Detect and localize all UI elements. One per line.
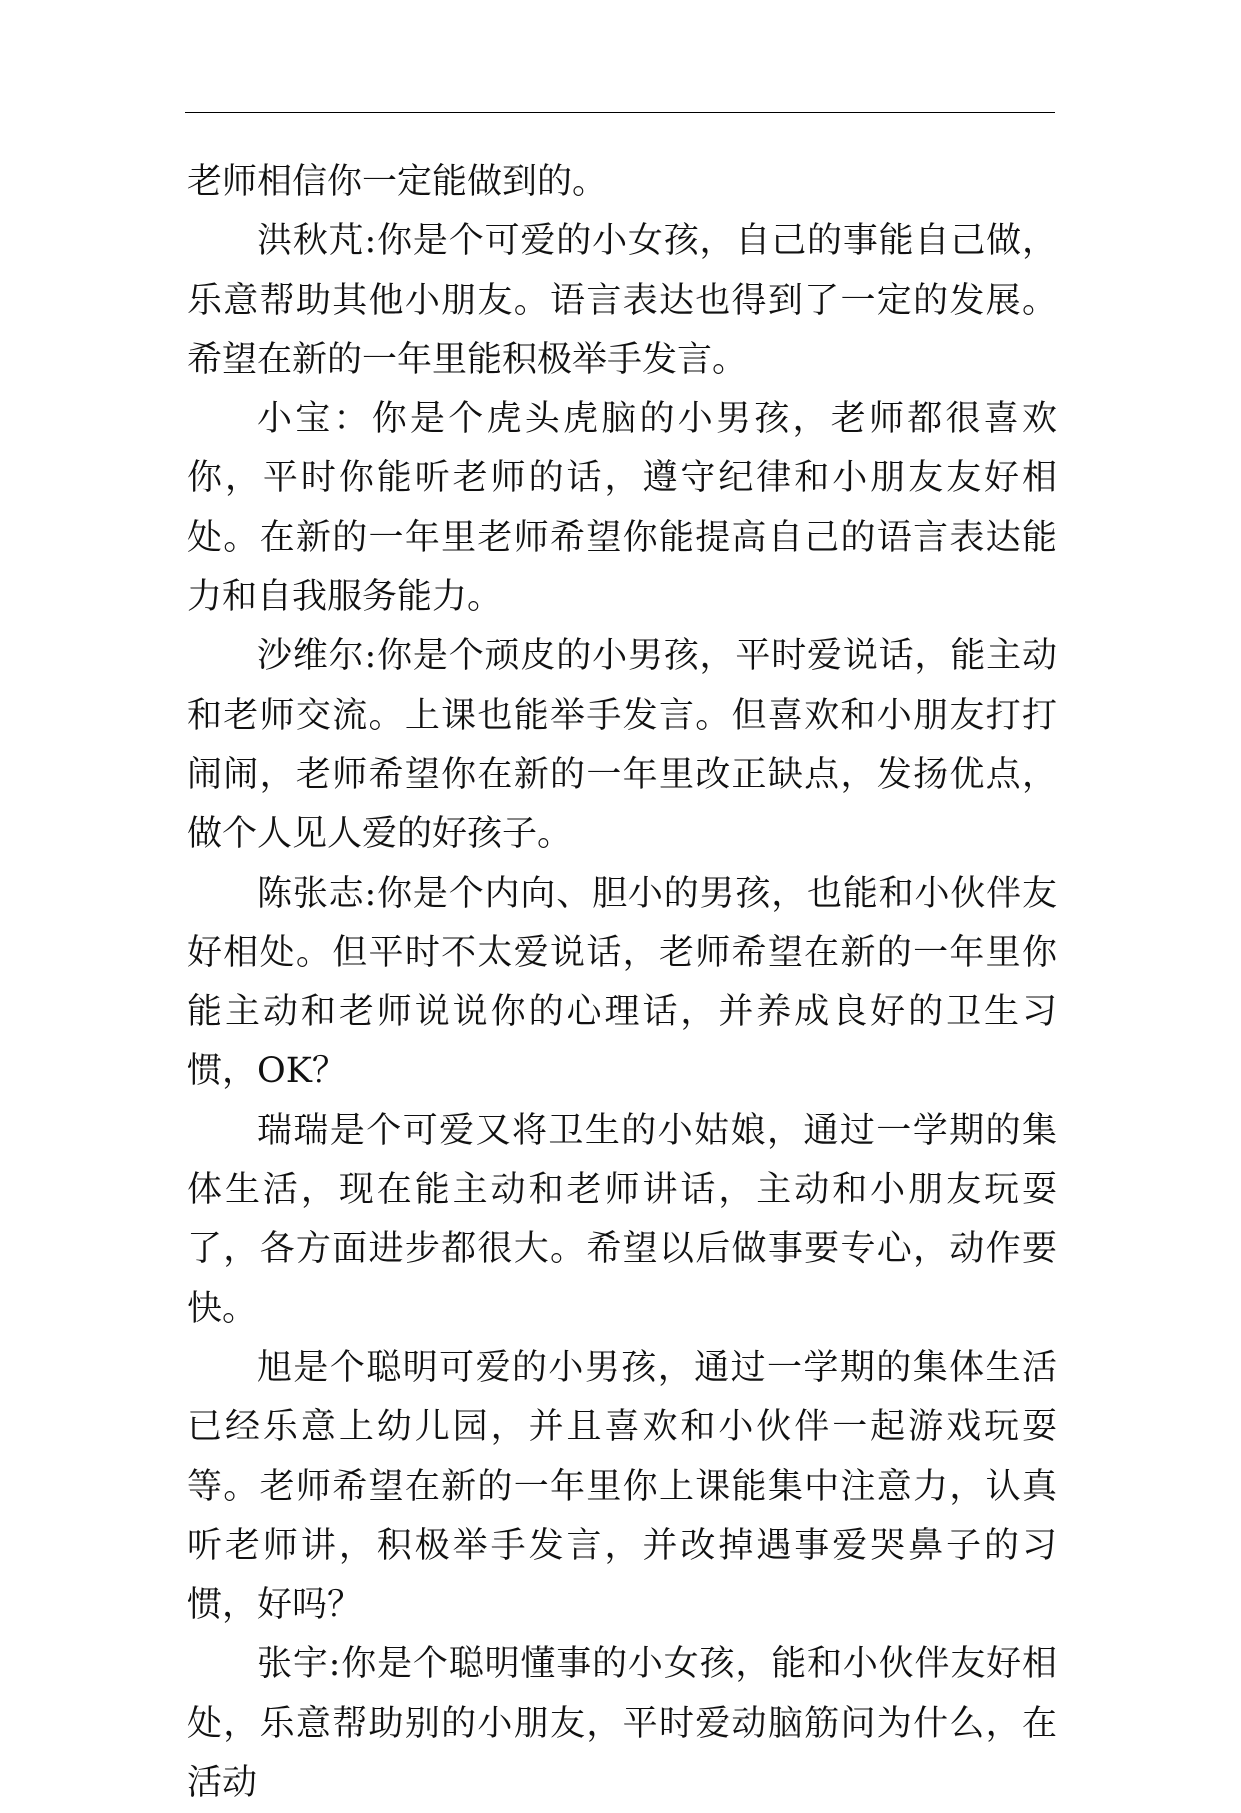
paragraph-comment: 张宇:你是个聪明懂事的小女孩，能和小伙伴友好相处，乐意帮助别的小朋友，平时爱动脑筋问为什么，在活动 bbox=[187, 1644, 1057, 1804]
document-body bbox=[187, 153, 1057, 1813]
header-rule bbox=[185, 112, 1055, 113]
paragraph-comment: 小宝：你是个虎头虎脑的小男孩，老师都很喜欢你，平时你能听老师的话，遵守纪律和小朋友友好相处。在新的一年里老师希望你能提高自己的语言表达能力和自我服务能力。 bbox=[187, 399, 1057, 618]
paragraph-comment: 洪秋芃:你是个可爱的小女孩，自己的事能自己做，乐意帮助其他小朋友。语言表达也得到了一定的发展。希望在新的一年里能积极举手发言。 bbox=[187, 221, 1057, 380]
paragraph-comment: 瑞瑞是个可爱又将卫生的小姑娘，通过一学期的集体生活，现在能主动和老师讲话，主动和小朋友玩耍了，各方面进步都很大。希望以后做事要专心，动作要快。 bbox=[187, 1110, 1057, 1329]
paragraph-comment: 旭是个聪明可爱的小男孩，通过一学期的集体生活已经乐意上幼儿园，并且喜欢和小伙伴一起游戏玩耍等。老师希望在新的一年里你上课能集中注意力，认真听老师讲，积极举手发言，并改掉遇事爱哭鼻子的习惯，好吗？ bbox=[187, 1347, 1057, 1626]
paragraph-comment: 沙维尔:你是个顽皮的小男孩，平时爱说话，能主动和老师交流。上课也能举手发言。但喜欢和小朋友打打闹闹，老师希望你在新的一年里改正缺点，发扬优点，做个人见人爱的好孩子。 bbox=[187, 636, 1057, 855]
paragraph-continuation: 老师相信你一定能做到的。 bbox=[187, 162, 608, 202]
paragraph-comment: 陈张志:你是个内向、胆小的男孩，也能和小伙伴友好相处。但平时不太爱说话，老师希望在新的一年里你能主动和老师说说你的心理话，并养成良好的卫生习惯，OK？ bbox=[187, 873, 1057, 1092]
